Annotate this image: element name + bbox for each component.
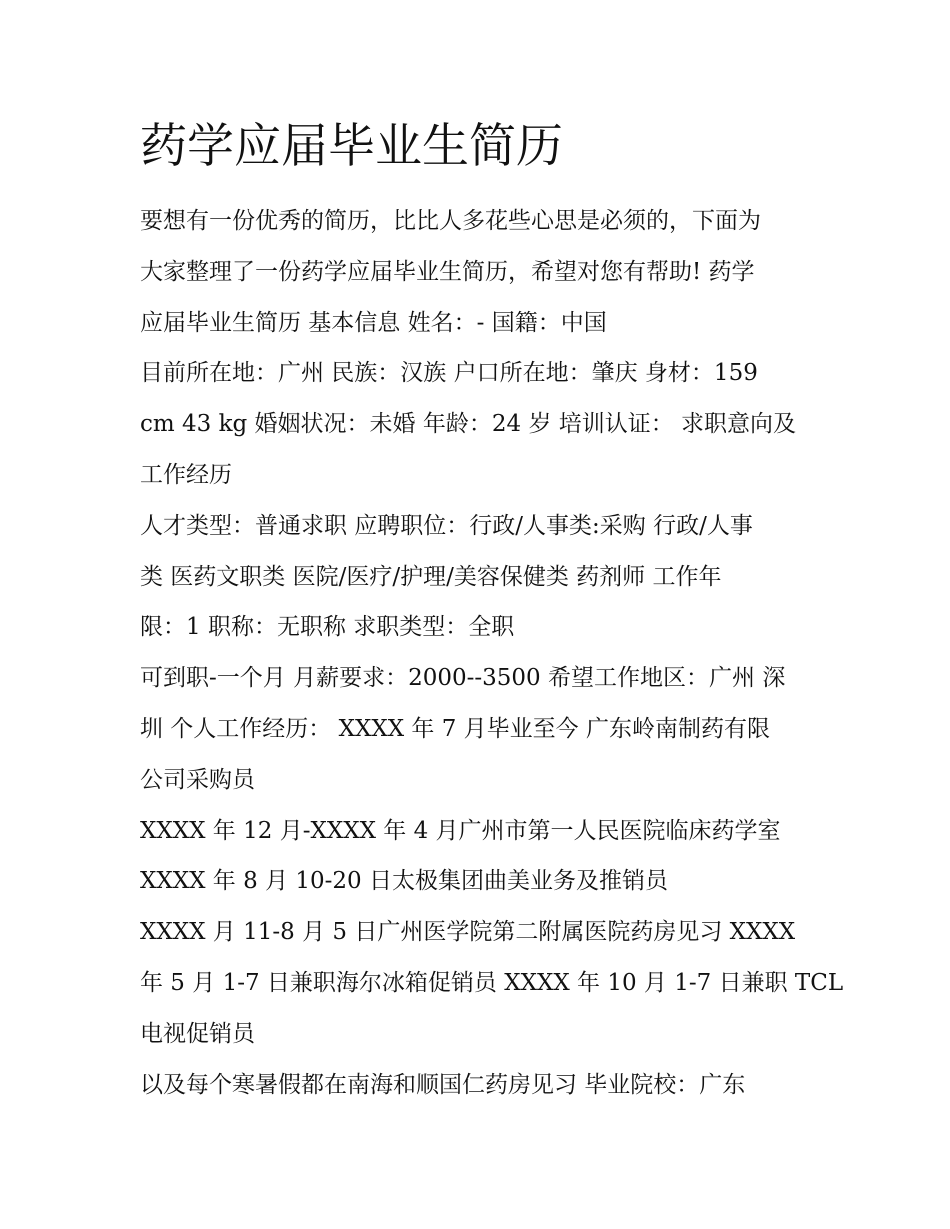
body-line: 年 5 月 1-7 日兼职海尔冰箱促销员 XXXX 年 10 月 1-7 日兼职 TCL bbox=[140, 969, 844, 996]
document-body bbox=[140, 196, 844, 1110]
body-line: 电视促销员 bbox=[140, 1020, 255, 1047]
body-line: 以及每个寒暑假都在南海和顺国仁药房见习 毕业院校：广东 bbox=[140, 1071, 746, 1098]
body-line: cm 43 kg 婚姻状况：未婚 年龄：24 岁 培训认证： 求职意向及 bbox=[140, 411, 797, 438]
body-line: XXXX 月 11-8 月 5 日广州医学院第二附属医院药房见习 XXXX bbox=[140, 919, 796, 946]
body-line: 类 医药文职类 医院/医疗/护理/美容保健类 药剂师 工作年 bbox=[140, 563, 722, 590]
body-line: 限：1 职称：无职称 求职类型：全职 bbox=[140, 614, 515, 641]
body-line: 要想有一份优秀的简历，比比人多花些心思是必须的，下面为 bbox=[140, 208, 761, 234]
body-line: 圳 个人工作经历： XXXX 年 7 月毕业至今 广东岭南制药有限 bbox=[140, 715, 770, 742]
body-line: 公司采购员 bbox=[140, 766, 255, 793]
body-line: 大家整理了一份药学应届毕业生简历，希望对您有帮助! 药学 bbox=[140, 258, 755, 285]
body-line: 目前所在地：广州 民族：汉族 户口所在地：肇庆 身材：159 bbox=[140, 360, 758, 387]
body-line: XXXX 年 12 月-XXXX 年 4 月广州市第一人民医院临床药学室 bbox=[140, 817, 781, 844]
body-line: XXXX 年 8 月 10-20 日太极集团曲美业务及推销员 bbox=[140, 868, 668, 895]
body-line: 可到职-一个月 月薪要求：2000--3500 希望工作地区：广州 深 bbox=[140, 665, 786, 692]
body-line: 应届毕业生简历 基本信息 姓名：- 国籍：中国 bbox=[140, 309, 607, 336]
body-line: 人才类型：普通求职 应聘职位：行政/人事类:采购 行政/人事 bbox=[140, 512, 753, 539]
document-title: 药学应届毕业生简历 bbox=[140, 119, 563, 174]
body-line: 工作经历 bbox=[140, 461, 232, 488]
